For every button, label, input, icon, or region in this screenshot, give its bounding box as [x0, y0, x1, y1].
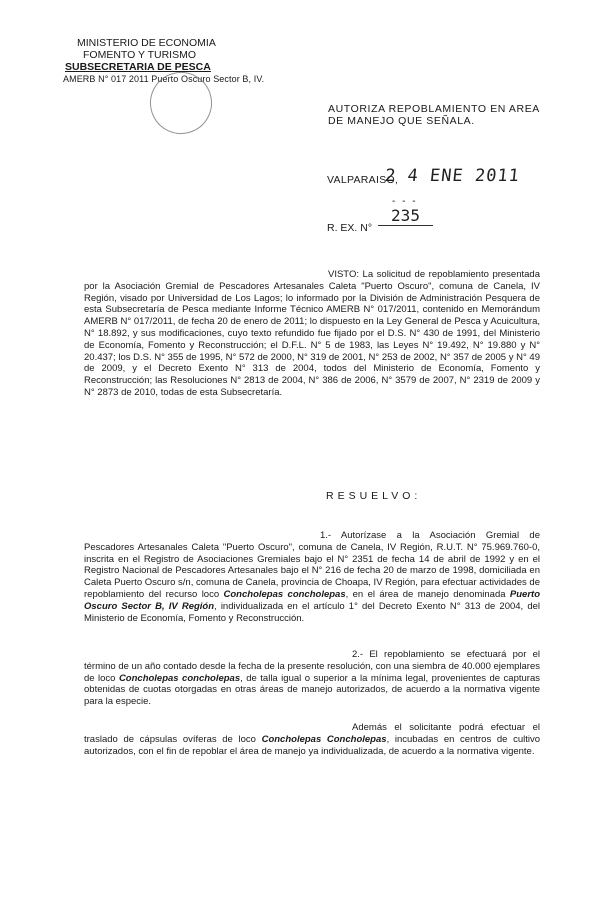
- visto-paragraph: [84, 269, 540, 399]
- place-label: VALPARAISO,: [327, 174, 399, 186]
- resuelvo-heading: RESUELVO:: [326, 490, 422, 502]
- point-1-paragraph: [84, 530, 540, 624]
- point-2-text-a: 2.- El repoblamiento se efectuará por el término de un año contado desde la fecha de la presente resolución, con una siembra de 40.000 ejemplares de loco: [84, 649, 540, 684]
- point-3-text-a: Además el solicitante podrá efectuar el traslado de cápsulas ovíferas de loco: [84, 722, 540, 745]
- resolution-subject: [328, 103, 540, 127]
- point-3-text-b: , incubadas en centros de cultivo autorizados, con el fin de repoblar el área de manejo ya individualizada, de acuerdo a la normativa vigente.: [84, 733, 541, 757]
- ministry-subtitle: FOMENTO Y TURISMO: [83, 49, 196, 61]
- resolution-number-label: R. EX. N°: [327, 222, 373, 234]
- point-1-text-a: 1.- Autorízase a la Asociación Gremial de Pescadores Artesanales Caleta "Puerto Oscuro", comuna de Canela, IV Región, R.U.T. N° 75.969.760-0, inscrita en el Registro de Asociaciones Gremiales bajo el N° 2351 de fecha 14 de abril de 1992 y en el Registro Nacional de Pescadores Artesanales bajo el N° 216 de fecha 20 de marzo de 1998, domiciliada en Caleta Puerto Oscuro s/n, comuna de Canela, provincia de Choapa, IV Región, para efectuar actividades de repoblamiento del recurso loco: [84, 530, 540, 600]
- point-3-species: Concholepas Concholepas: [261, 733, 387, 745]
- subsecretaria-name: SUBSECRETARIA DE PESCA: [65, 61, 211, 73]
- point-2-paragraph: [84, 649, 540, 708]
- point-2-species: Concholepas concholepas: [118, 672, 241, 684]
- handwritten-date: 2 4 ENE 2011: [383, 166, 521, 186]
- point-3-paragraph: [84, 722, 540, 757]
- point-1-area: Puerto Oscuro Sector B, IV Región: [84, 588, 541, 612]
- subject-line-2: DE MANEJO QUE SEÑALA.: [328, 115, 475, 127]
- point-1-text-c: , individualizada en el artículo 1° del Decreto Exento N° 313 de 2004, del Ministerio de Economía, Fomento y Reconstrucción.: [84, 600, 541, 624]
- visto-label: VISTO:: [328, 269, 359, 280]
- reference-line: AMERB N° 017 2011 Puerto Oscuro Sector B, IV.: [63, 74, 265, 84]
- visto-text: La solicitud de repoblamiento presentada por la Asociación Gremial de Pescadores Artesanales Caleta "Puerto Oscuro", comuna de Canela, IV Región, visado por Universidad de Los Lagos; lo informado por la División de Administración Pesquera de esta Subsecretaría de Pesca mediante Informe Técnico AMERB N° 017/2011, contenido en Memorándum AMERB N° 017/2011, de fecha 20 de enero de 2011; lo dispuesto en la Ley General de Pesca y Acuicultura, N° 18.892, y sus modificaciones, cuyo texto refundido fue fijado por el D.S. N° 430 de 1991, del Ministerio de Economía, Fomento y Reconstrucción; el D.F.L. N° 5 de 1983, las Leyes N° 19.492, N° 19.880 y N° 20.437; los D.S. N° 355 de 1995, N° 572 de 2000, N° 319 de 2001, N° 253 de 2002, N° 357 de 2005 y N° 49 de 2009, y el Decreto Exento N° 313 de 2004, todos del Ministerio de Economía, Fomento y Reconstrucción; las Resoluciones N° 2813 de 2004, N° 386 de 2006, N° 3579 de 2007, N° 2319 de 2009 y N° 2873 de 2010, todas de esta Subsecretaría.: [84, 269, 540, 398]
- point-1-text-b: , en el área de manejo denominada: [345, 588, 510, 600]
- dash-mark: - - -: [392, 196, 418, 207]
- resolution-number: 235: [378, 206, 433, 226]
- ministry-name: MINISTERIO DE ECONOMIA: [77, 37, 216, 49]
- subject-line-1: AUTORIZA REPOBLAMIENTO EN AREA: [328, 103, 540, 115]
- point-1-species: Concholepas concholepas: [223, 588, 346, 600]
- point-2-text-b: , de talla igual o superior a la mínima legal, provenientes de capturas obtenidas de cuotas otorgadas en otras áreas de manejo autorizados, de acuerdo a la normativa vigente para la especie.: [84, 672, 540, 708]
